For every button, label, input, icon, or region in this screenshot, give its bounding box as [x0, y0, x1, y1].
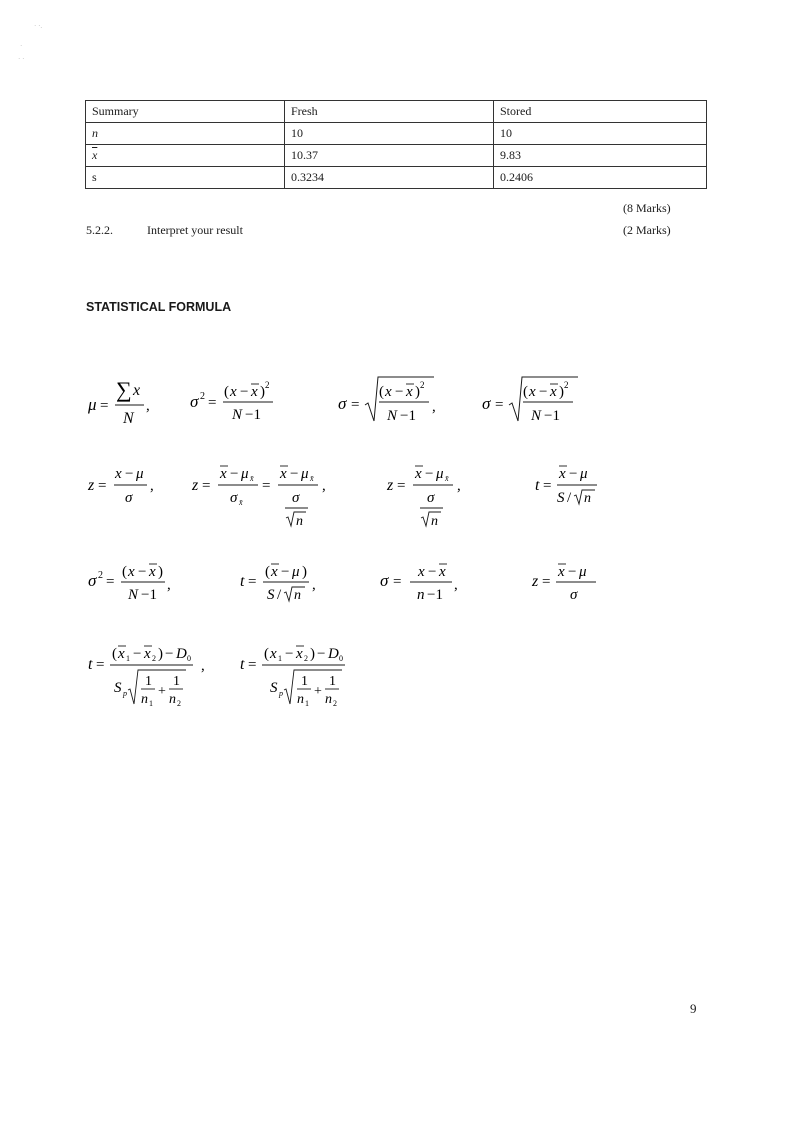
svg-text:=: =: [248, 657, 257, 673]
svg-text:x: x: [220, 466, 227, 482]
formula-t-two-sample: [240, 640, 370, 720]
cell-fresh: 10.37: [285, 145, 494, 167]
svg-text:=: =: [106, 574, 115, 590]
svg-text:=: =: [98, 478, 107, 494]
svg-text:(: (: [112, 646, 117, 662]
svg-text:=: =: [542, 574, 551, 590]
svg-text:=: =: [96, 657, 105, 673]
svg-text:+: +: [158, 684, 166, 699]
svg-text:x: x: [149, 564, 156, 580]
svg-text:σ: σ: [380, 571, 389, 590]
svg-text:=: =: [495, 397, 504, 413]
svg-text:−: −: [240, 384, 249, 400]
svg-text:2: 2: [564, 380, 569, 390]
svg-text:t: t: [535, 477, 540, 494]
svg-text:μ: μ: [579, 564, 587, 580]
svg-text:=: =: [208, 395, 217, 411]
svg-text:z: z: [532, 573, 539, 590]
svg-text:S: S: [114, 680, 122, 696]
svg-text:=: =: [397, 478, 406, 494]
svg-text:∑: ∑: [116, 377, 132, 402]
formula-variance: [190, 375, 290, 435]
svg-text:): ): [415, 384, 420, 400]
svg-text:σ: σ: [482, 394, 491, 413]
svg-text:p: p: [279, 689, 283, 698]
svg-text:S: S: [270, 680, 278, 696]
svg-text:+: +: [314, 684, 322, 699]
svg-text:x: x: [385, 384, 392, 400]
svg-text:x̄: x̄: [445, 474, 449, 483]
svg-text:=: =: [543, 478, 552, 494]
svg-text:1: 1: [278, 654, 282, 663]
svg-text:=: =: [248, 574, 257, 590]
svg-text:−: −: [428, 564, 437, 580]
svg-text:,: ,: [201, 658, 205, 674]
svg-text:): ): [158, 646, 163, 662]
svg-text:1: 1: [149, 699, 153, 708]
page-number: 9: [690, 1001, 697, 1016]
svg-text:−: −: [230, 466, 239, 482]
formula-std-dev-sample: [338, 373, 448, 433]
svg-text:z: z: [387, 477, 394, 494]
svg-text:t: t: [240, 656, 245, 673]
svg-text:−1: −1: [245, 407, 261, 423]
svg-text:=: =: [202, 478, 211, 494]
svg-text:x: x: [529, 384, 536, 400]
svg-text:,: ,: [150, 478, 154, 494]
svg-text:0: 0: [187, 654, 191, 663]
svg-text:σ: σ: [230, 490, 238, 506]
svg-text:σ: σ: [190, 392, 199, 411]
svg-text:−: −: [281, 564, 290, 580]
table-row: [86, 167, 707, 189]
formula-t-two-sample-means: [88, 640, 218, 720]
formula-variance-2: [88, 560, 188, 615]
svg-text:,: ,: [146, 398, 150, 414]
svg-text:1: 1: [126, 654, 130, 663]
svg-text:=: =: [100, 398, 109, 414]
svg-text:−: −: [425, 466, 434, 482]
svg-text:x: x: [280, 466, 287, 482]
svg-text:): ): [302, 564, 307, 580]
formula-z-sample-mean-2: [387, 460, 487, 540]
svg-text:x: x: [251, 384, 258, 400]
svg-text:−: −: [395, 384, 404, 400]
svg-text:(: (: [264, 646, 269, 662]
question-5-2-2: [86, 223, 243, 238]
svg-text:t: t: [88, 656, 93, 673]
svg-text:p: p: [123, 689, 127, 698]
svg-text:−1: −1: [400, 408, 416, 424]
formula-sigma: [380, 560, 480, 615]
svg-text:(: (: [523, 384, 528, 400]
svg-text:0: 0: [339, 654, 343, 663]
svg-text:x: x: [559, 466, 566, 482]
svg-text:n: n: [297, 692, 304, 707]
svg-text:1: 1: [173, 674, 180, 689]
svg-text:): ): [310, 646, 315, 662]
svg-text:μ: μ: [301, 466, 309, 482]
svg-text:n: n: [141, 692, 148, 707]
svg-text:D: D: [176, 646, 187, 662]
question-number: 5.2.2.: [86, 223, 113, 237]
svg-text:1: 1: [145, 674, 152, 689]
row-label-s: s: [86, 167, 285, 189]
svg-text:x: x: [230, 384, 237, 400]
formula-t-statistic-2: [240, 560, 340, 615]
svg-text:2: 2: [333, 699, 337, 708]
svg-text:2: 2: [200, 391, 205, 402]
marks-8: (8 Marks): [623, 201, 671, 215]
cell-fresh: 0.3234: [285, 167, 494, 189]
svg-text:S: S: [267, 587, 275, 603]
svg-text:n: n: [417, 587, 425, 603]
svg-text:−: −: [569, 466, 578, 482]
svg-text:2: 2: [265, 380, 270, 390]
svg-text:z: z: [192, 477, 199, 494]
svg-text:−1: −1: [544, 408, 560, 424]
svg-text:): ): [158, 564, 163, 580]
svg-text:σ: σ: [125, 490, 133, 506]
cell-stored: 0.2406: [494, 167, 707, 189]
svg-text:z: z: [88, 477, 95, 494]
cell-stored: 10: [494, 123, 707, 145]
svg-text:N: N: [123, 410, 134, 427]
svg-text:/: /: [567, 490, 572, 506]
svg-text:n: n: [325, 692, 332, 707]
cell-fresh: 10: [285, 123, 494, 145]
svg-text:,: ,: [312, 577, 316, 593]
svg-text:1: 1: [329, 674, 336, 689]
cell-stored: 9.83: [494, 145, 707, 167]
svg-text:N: N: [387, 408, 398, 424]
svg-text:=: =: [393, 574, 402, 590]
svg-text:D: D: [328, 646, 339, 662]
header-fresh: Fresh: [285, 101, 494, 123]
svg-text:=: =: [351, 397, 360, 413]
svg-text:(: (: [224, 384, 229, 400]
svg-text:x: x: [133, 382, 141, 399]
svg-text:−: −: [138, 564, 147, 580]
svg-text:x: x: [415, 466, 422, 482]
svg-text:,: ,: [167, 577, 171, 593]
svg-text:2: 2: [177, 699, 181, 708]
svg-text:x: x: [418, 564, 425, 580]
formula-t-statistic: [535, 460, 615, 515]
svg-text:x̄: x̄: [310, 474, 314, 483]
svg-text:/: /: [277, 587, 282, 603]
svg-text:1: 1: [301, 674, 308, 689]
formula-z-score: [88, 460, 163, 515]
svg-text:−: −: [165, 646, 174, 662]
formula-z-sample-mean: [192, 460, 352, 540]
svg-text:N: N: [128, 587, 139, 603]
svg-text:x: x: [144, 646, 151, 662]
svg-text:x: x: [271, 564, 278, 580]
svg-text:x̄: x̄: [239, 498, 243, 507]
marks-2: (2 Marks): [623, 223, 671, 237]
svg-text:n: n: [296, 514, 303, 529]
svg-text:n: n: [431, 514, 438, 529]
svg-text:2: 2: [152, 654, 156, 663]
svg-text:−: −: [125, 466, 134, 482]
svg-text:x: x: [550, 384, 557, 400]
svg-text:2: 2: [304, 654, 308, 663]
svg-text:μ: μ: [136, 466, 144, 482]
svg-text:−1: −1: [427, 587, 443, 603]
row-label-mean: $\overline{x}$: [86, 145, 285, 167]
svg-text:x: x: [439, 564, 446, 580]
svg-text:N: N: [531, 408, 542, 424]
svg-text:=: =: [262, 478, 271, 494]
section-heading: STATISTICAL FORMULA: [86, 300, 232, 314]
svg-text:μ: μ: [241, 466, 249, 482]
svg-text:μ: μ: [436, 466, 444, 482]
table-row: [86, 123, 707, 145]
svg-text:x: x: [118, 646, 125, 662]
svg-text:x: x: [115, 466, 122, 482]
svg-text:2: 2: [98, 570, 103, 581]
row-label-n: n: [86, 123, 285, 145]
svg-text:x: x: [128, 564, 135, 580]
svg-text:N: N: [232, 407, 243, 423]
svg-text:): ): [559, 384, 564, 400]
svg-text:,: ,: [432, 399, 436, 415]
svg-text:σ: σ: [292, 490, 300, 506]
svg-text:μ: μ: [292, 564, 300, 580]
svg-text:): ): [260, 384, 265, 400]
svg-text:σ: σ: [427, 490, 435, 506]
svg-text:,: ,: [457, 478, 461, 494]
svg-text:n: n: [294, 588, 301, 603]
scan-speck: · ·: [18, 55, 25, 63]
svg-text:(: (: [122, 564, 127, 580]
question-text: Interpret your result: [147, 223, 243, 237]
svg-text:x: x: [270, 646, 277, 662]
svg-text:n: n: [584, 491, 591, 506]
svg-text:2: 2: [420, 380, 425, 390]
svg-text:−: −: [317, 646, 326, 662]
table-row: [86, 145, 707, 167]
svg-text:−1: −1: [141, 587, 157, 603]
header-summary: Summary: [86, 101, 285, 123]
svg-text:−: −: [568, 564, 577, 580]
svg-text:−: −: [290, 466, 299, 482]
svg-text:σ: σ: [338, 394, 347, 413]
svg-text:−: −: [133, 646, 142, 662]
svg-text:,: ,: [454, 577, 458, 593]
formula-std-dev: [482, 373, 592, 433]
svg-text:x: x: [296, 646, 303, 662]
svg-text:t: t: [240, 573, 245, 590]
scan-speck: · ·.: [34, 22, 43, 30]
svg-text:x̄: x̄: [250, 474, 254, 483]
header-stored: Stored: [494, 101, 707, 123]
scan-speck: ·: [20, 42, 23, 50]
svg-text:1: 1: [305, 699, 309, 708]
summary-table: [85, 100, 707, 189]
svg-text:σ: σ: [88, 571, 97, 590]
formula-population-mean: [88, 375, 163, 435]
svg-text:n: n: [169, 692, 176, 707]
svg-text:x: x: [558, 564, 565, 580]
svg-text:x: x: [406, 384, 413, 400]
table-header-row: [86, 101, 707, 123]
svg-text:−: −: [539, 384, 548, 400]
svg-text:,: ,: [322, 478, 326, 494]
svg-text:μ: μ: [88, 395, 97, 414]
svg-text:−: −: [285, 646, 294, 662]
svg-text:S: S: [557, 490, 565, 506]
formula-z-score-2: [532, 560, 612, 615]
svg-text:(: (: [265, 564, 270, 580]
svg-text:(: (: [379, 384, 384, 400]
svg-text:μ: μ: [580, 466, 588, 482]
svg-text:σ: σ: [570, 587, 578, 603]
